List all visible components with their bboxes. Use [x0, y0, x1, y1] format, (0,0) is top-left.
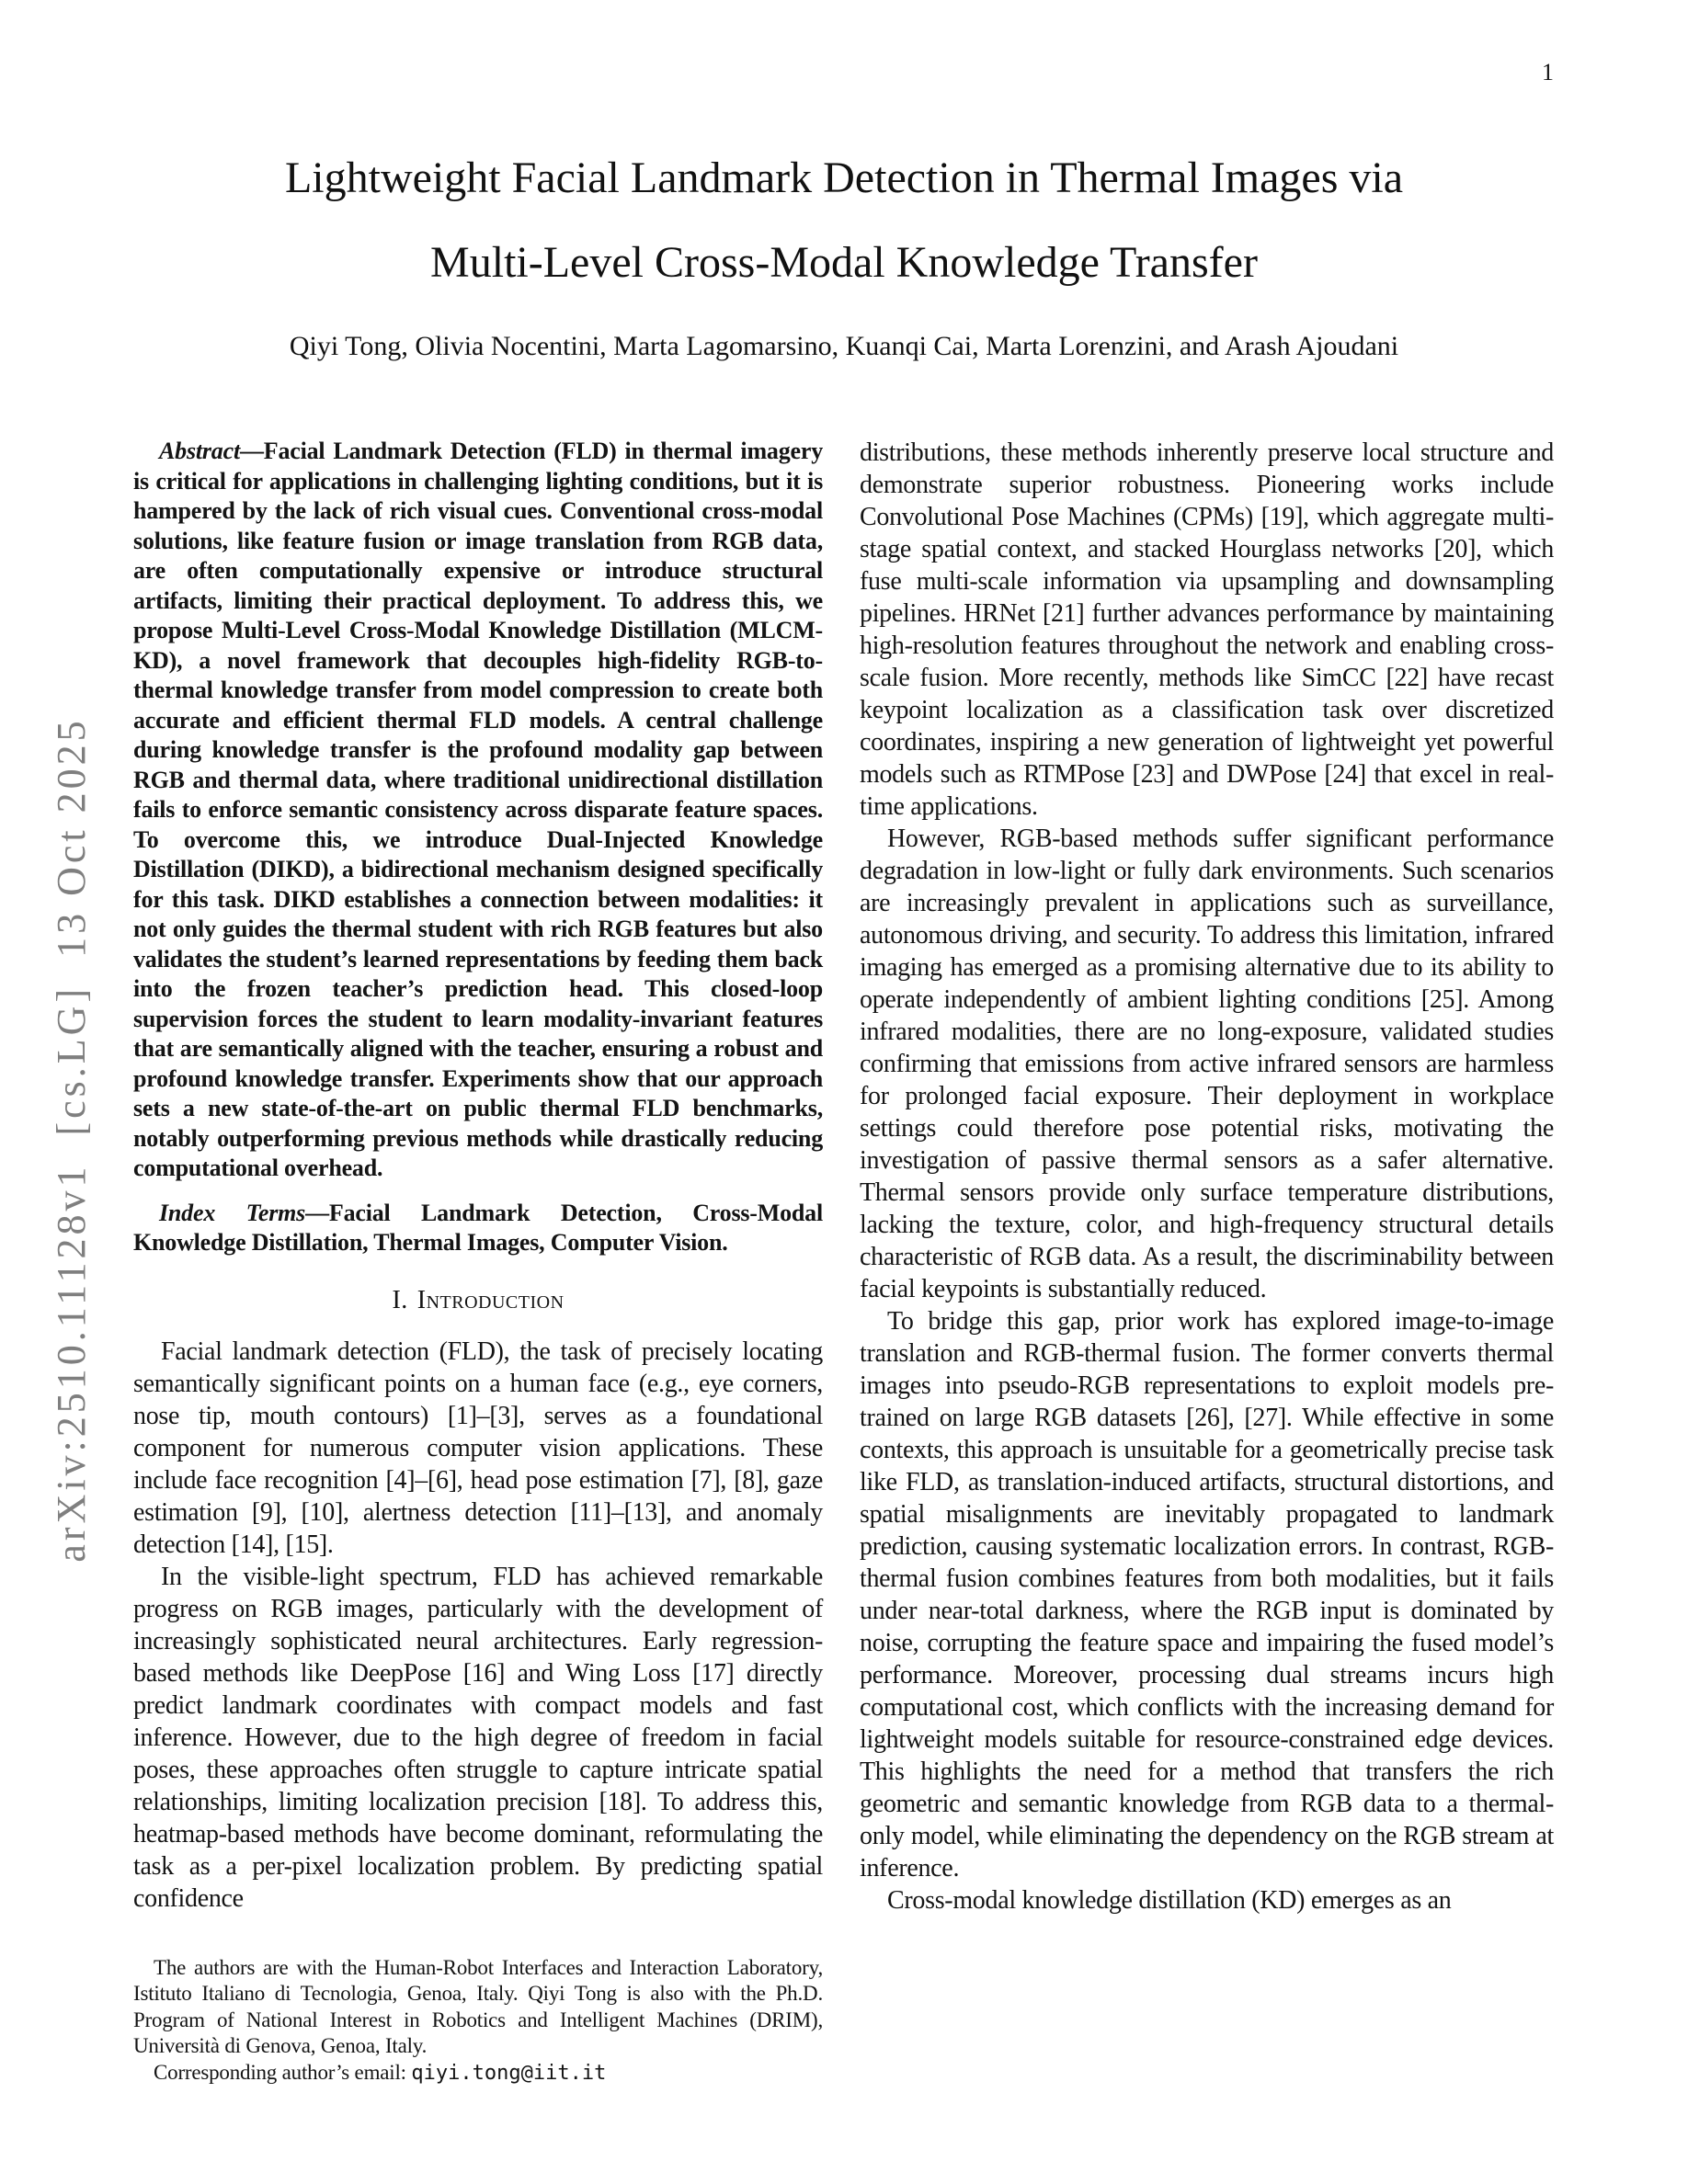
authors-line: Qiyi Tong, Olivia Nocentini, Marta Lagomarsino, Kuanqi Cai, Marta Lorenzini, and Arash Ajoudani [289, 331, 1399, 361]
paper-title-line-1: Lightweight Facial Landmark Detection in Thermal Images via [284, 154, 1404, 202]
intro-paragraph-6: Cross-modal knowledge distillation (KD) emerges as an [887, 1886, 1452, 1915]
left-column [133, 437, 823, 2087]
intro-paragraph-5: To bridge this gap, prior work has explored image-to-image translation and RGB-thermal fusion. The former converts thermal images into pseudo-RGB representations to exploit models pre-trained on large RGB datasets [26], [27]. While effective in some contexts, this approach is unsuitable for a geometrically precise task like FLD, as translation-induced artifacts, structural distortions, and spatial misalignments are inevitably propagated to landmark prediction, causing systematic localization errors. In contrast, RGB-thermal fusion combines features from both modalities, but it fails under near-total darkness, where the RGB input is dominated by noise, corrupting the feature space and impairing the fused model’s performance. Moreover, processing dual streams incurs high computational cost, which conflicts with the increasing demand for lightweight models suitable for resource-constrained edge devices. This highlights the need for a method that transfers the rich geometric and semantic knowledge from RGB data to a thermal-only model, while eliminating the dependency on the RGB stream at inference. [860, 1307, 1554, 1883]
section-heading-introduction [133, 1286, 823, 1315]
page-number: 1 [1542, 59, 1554, 85]
index-terms-paragraph [133, 1199, 823, 1258]
intro-paragraph-1: Facial landmark detection (FLD), the task of precisely locating semantically significant points on a human face (e.g., eye corners, nose tip, mouth contours) [1]–[3], serves as a foundational component for numerous computer vision applications. These include face recognition [4]–[6], head pose estimation [7], [8], gaze estimation [9], [10], alertness detection [11]–[13], and anomaly detection [14], [15]. [133, 1337, 823, 1559]
email-address: qiyi.tong@iit.it [411, 2061, 607, 2085]
abstract-paragraph [133, 437, 823, 1184]
section-title: Introduction [416, 1285, 565, 1314]
right-column [860, 437, 1554, 2087]
index-terms-text: —Facial Landmark Detection, Cross-Modal Knowledge Distillation, Thermal Images, Computer Vision. [133, 1199, 823, 1256]
index-terms-lead: Index Terms [159, 1199, 306, 1226]
arxiv-watermark: arXiv:2510.11128v1 [cs.LG] 13 Oct 2025 [49, 717, 94, 1563]
footnote-affiliation: The authors are with the Human-Robot Interfaces and Interaction Laboratory, Istituto Italiano di Tecnologia, Genoa, Italy. Qiyi Tong is also with the Ph.D. Program of National Interest in Robotics and Intelligent Machines (DRIM), Università di Genova, Genoa, Italy. [133, 1955, 823, 2057]
paper-header [0, 136, 1688, 362]
footnote-email-line [133, 2060, 823, 2087]
intro-paragraph-4: However, RGB-based methods suffer significant performance degradation in low-light or fully dark environments. Such scenarios are increasingly prevalent in applications such as surveillance, autonomous driving, and security. To address this limitation, infrared imaging has emerged as a promising alternative due to its ability to operate independently of ambient lighting conditions [25]. Among infrared modalities, there are no long-exposure, validated studies confirming that emissions from active infrared sensors are harmless for prolonged facial exposure. Their deployment in workplace settings could therefore pose potential risks, motivating the investigation of passive thermal sensors as a safer alternative. Thermal sensors provide only surface temperature distributions, lacking the texture, color, and high-frequency structural details characteristic of RGB data. As a result, the discriminability between facial keypoints is substantially reduced. [860, 825, 1554, 1303]
footnote-email-label: Corresponding author’s email: [154, 2060, 412, 2084]
intro-paragraph-3: distributions, these methods inherently preserve local structure and demonstrate superior robustness. Pioneering works include Convolutional Pose Machines (CPMs) [19], which aggregate multi-stage spatial context, and stacked Hourglass networks [20], which fuse multi-scale information via upsampling and downsampling pipelines. HRNet [21] further advances performance by maintaining high-resolution features throughout the network and enabling cross-scale fusion. More recently, methods like SimCC [22] have recast keypoint localization as a classification task over discretized coordinates, inspiring a new generation of lightweight yet powerful models such as RTMPose [23] and DWPose [24] that excel in real-time applications. [860, 438, 1554, 821]
abstract-text: —Facial Landmark Detection (FLD) in thermal imagery is critical for applications in challenging lighting conditions, but it is hampered by the lack of rich visual cues. Conventional cross-modal solutions, like feature fusion or image translation from RGB data, are often computationally expensive or introduce structural artifacts, limiting their practical deployment. To address this, we propose Multi-Level Cross-Modal Knowledge Distillation (MLCM-KD), a novel framework that decouples high-fidelity RGB-to-thermal knowledge transfer from model compression to create both accurate and efficient thermal FLD models. A central challenge during knowledge transfer is the profound modality gap between RGB and thermal data, where traditional unidirectional distillation fails to enforce semantic consistency across disparate feature spaces. To overcome this, we introduce Dual-Injected Knowledge Distillation (DIKD), a bidirectional mechanism designed specifically for this task. DIKD establishes a connection between modalities: it not only guides the thermal student with rich RGB features but also validates the student’s learned representations by feeding them back into the frozen teacher’s prediction head. This closed-loop supervision forces the student to learn modality-invariant features that are semantically aligned with the teacher, ensuring a robust and profound knowledge transfer. Experiments show that our approach sets a new state-of-the-art on public thermal FLD benchmarks, notably outperforming previous methods while drastically reducing computational overhead. [133, 438, 823, 1181]
abstract-lead: Abstract [159, 438, 240, 464]
intro-paragraph-2: In the visible-light spectrum, FLD has achieved remarkable progress on RGB images, particularly with the development of increasingly sophisticated neural architectures. Early regression-based methods like DeepPose [16] and Wing Loss [17] directly predict landmark coordinates with compact models and fast inference. However, due to the high degree of freedom in facial poses, these approaches often struggle to capture intricate spatial relationships, limiting localization precision [18]. To address this, heatmap-based methods have become dominant, reformulating the task as a per-pixel localization problem. By predicting spatial confidence [133, 1562, 823, 1913]
two-column-body [133, 437, 1554, 2087]
section-number: I. [392, 1285, 408, 1314]
paper-title-line-2: Multi-Level Cross-Modal Knowledge Transfer [430, 238, 1258, 287]
author-footnote [133, 1931, 823, 2087]
